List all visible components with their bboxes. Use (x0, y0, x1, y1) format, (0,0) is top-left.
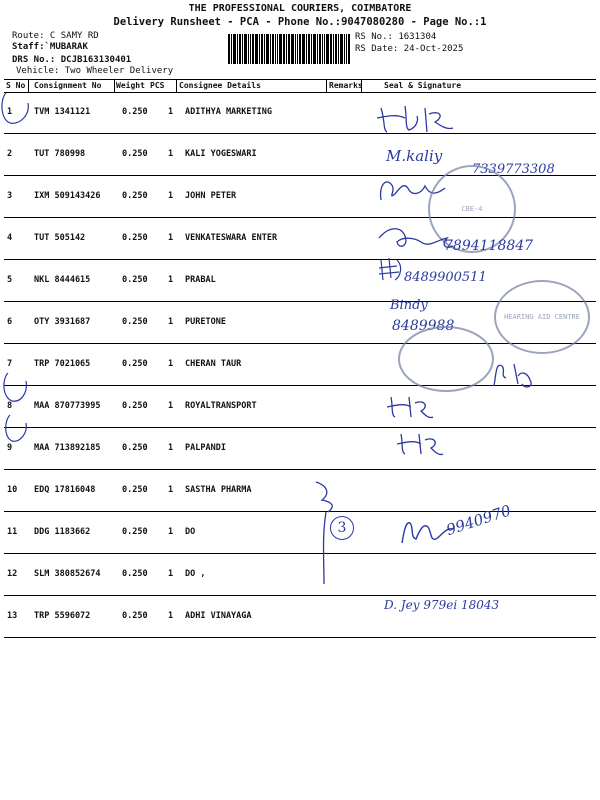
row-sno: 2 (7, 149, 13, 159)
signature-5-icon (377, 256, 407, 284)
row-weight: 0.250 (122, 359, 148, 369)
stamp-cbe: CBE-4 (428, 165, 516, 253)
row-sno: 6 (7, 317, 13, 327)
row-consignment: TUT 780998 (34, 149, 86, 159)
row-weight: 0.250 (122, 485, 148, 495)
route-label: Route: C SAMY RD (12, 31, 99, 41)
row-weight: 0.250 (122, 107, 148, 117)
row-consignment: MAA 870773995 (34, 401, 101, 411)
row-consignment: OTY 3931687 (34, 317, 91, 327)
col-consignment: Consignment No (34, 81, 102, 90)
row-pcs: 1 (168, 317, 174, 327)
signature-8-icon (385, 393, 435, 423)
signature-2-text: M.kaliy (386, 147, 443, 165)
vehicle-label: Vehicle: Two Wheeler Delivery (16, 66, 174, 76)
row-consignment: IXM 509143426 (34, 191, 101, 201)
row-pcs: 1 (168, 149, 174, 159)
row-pcs: 1 (168, 443, 174, 453)
row-consignee: ADITHYA MARKETING (185, 107, 272, 117)
row-consignment: DDG 1183662 (34, 527, 91, 537)
row-sno: 10 (7, 485, 18, 495)
row-consignment: SLM 380852674 (34, 569, 101, 579)
row-sno: 12 (7, 569, 18, 579)
row-consignment: TVM 1341121 (34, 107, 91, 117)
row-pcs: 1 (168, 107, 174, 117)
signature-9-icon (395, 430, 445, 458)
row-consignee: CHERAN TAUR (185, 359, 242, 369)
circle-marks-icon (0, 85, 40, 445)
row-pcs: 1 (168, 401, 174, 411)
drs-number: DRS No.: DCJB163130401 (12, 55, 132, 65)
runsheet-subtitle: Delivery Runsheet - PCA - Phone No.:9047080280 - Page No.:1 (113, 16, 487, 28)
row-consignee: DO (185, 527, 196, 537)
row-pcs: 1 (168, 275, 174, 285)
row-sno: 7 (7, 359, 13, 369)
row-consignee: KALI YOGESWARI (185, 149, 257, 159)
col-consignee: Consignee Details (179, 81, 261, 90)
row-weight: 0.250 (122, 191, 148, 201)
table-row (4, 554, 596, 596)
barcode-icon (228, 34, 350, 64)
row-weight: 0.250 (122, 275, 148, 285)
row-weight: 0.250 (122, 443, 148, 453)
col-weight: Weight (116, 81, 145, 90)
row-sno: 3 (7, 191, 13, 201)
row-weight: 0.250 (122, 317, 148, 327)
row-consignee: PALPANDI (185, 443, 226, 453)
row-consignee: SASTHA PHARMA (185, 485, 252, 495)
row-pcs: 1 (168, 569, 174, 579)
row-weight: 0.250 (122, 401, 148, 411)
row-consignment: MAA 713892185 (34, 443, 101, 453)
row-sno: 11 (7, 527, 18, 537)
col-remarks: Remarks (329, 81, 363, 90)
row-consignee: PURETONE (185, 317, 226, 327)
col-pcs: PCS (150, 81, 165, 90)
signature-4-icon (375, 218, 455, 258)
table-header (4, 79, 596, 93)
stamp-hearing: HEARING AID CENTRE (494, 280, 590, 354)
row-consignment: TRP 7021065 (34, 359, 91, 369)
phone-4-text: 7894118847 (444, 238, 534, 254)
row-pcs: 1 (168, 485, 174, 495)
row-consignment: TUT 505142 (34, 233, 86, 243)
row-sno: 9 (7, 443, 13, 453)
rs-number: RS No.: 1631304 (355, 32, 437, 42)
table-row (4, 386, 596, 428)
phone-5-text: 8489900511 (404, 270, 487, 285)
row-pcs: 1 (168, 191, 174, 201)
row-consignment: NKL 8444615 (34, 275, 91, 285)
phone-6-text: 8489988 (392, 318, 455, 334)
circled-number: 3 (330, 516, 354, 540)
row-pcs: 1 (168, 359, 174, 369)
row-sno: 8 (7, 401, 13, 411)
row-sno: 13 (7, 611, 18, 621)
note-13-text: D. Jey 979ei 18043 (384, 598, 500, 612)
row-sno: 4 (7, 233, 13, 243)
row-weight: 0.250 (122, 527, 148, 537)
row-sno: 1 (7, 107, 13, 117)
table-row (4, 92, 596, 134)
signature-1-icon (375, 100, 455, 138)
phone-11-text: 9940970 (444, 501, 514, 540)
row-weight: 0.250 (122, 569, 148, 579)
stamp-faded (398, 326, 494, 392)
row-sno: 5 (7, 275, 13, 285)
row-consignment: EDQ 17816048 (34, 485, 96, 495)
row-consignee: ADHI VINAYAGA (185, 611, 252, 621)
company-title: THE PROFESSIONAL COURIERS, COIMBATORE (188, 3, 412, 14)
col-sno: S No (6, 81, 26, 90)
table-row (4, 596, 596, 638)
row-weight: 0.250 (122, 611, 148, 621)
phone-2-text: 7339773308 (472, 162, 555, 177)
table-row (4, 428, 596, 470)
row-consignee: ROYALTRANSPORT (185, 401, 257, 411)
row-consignee: VENKATESWARA ENTER (185, 233, 278, 243)
row-consignment: TRP 5596072 (34, 611, 91, 621)
row-consignee: DO , (185, 569, 206, 579)
rs-date: RS Date: 24-Oct-2025 (355, 44, 464, 54)
row-consignee: JOHN PETER (185, 191, 237, 201)
row-pcs: 1 (168, 611, 174, 621)
row-weight: 0.250 (122, 149, 148, 159)
col-signature: Seal & Signature (384, 81, 462, 90)
row-pcs: 1 (168, 233, 174, 243)
row-pcs: 1 (168, 527, 174, 537)
staff-label: Staff:`MUBARAK (12, 42, 88, 52)
row-weight: 0.250 (122, 233, 148, 243)
signature-7-icon (488, 356, 538, 390)
signature-6-text: Bindy (390, 298, 428, 313)
row-consignee: PRABAL (185, 275, 216, 285)
